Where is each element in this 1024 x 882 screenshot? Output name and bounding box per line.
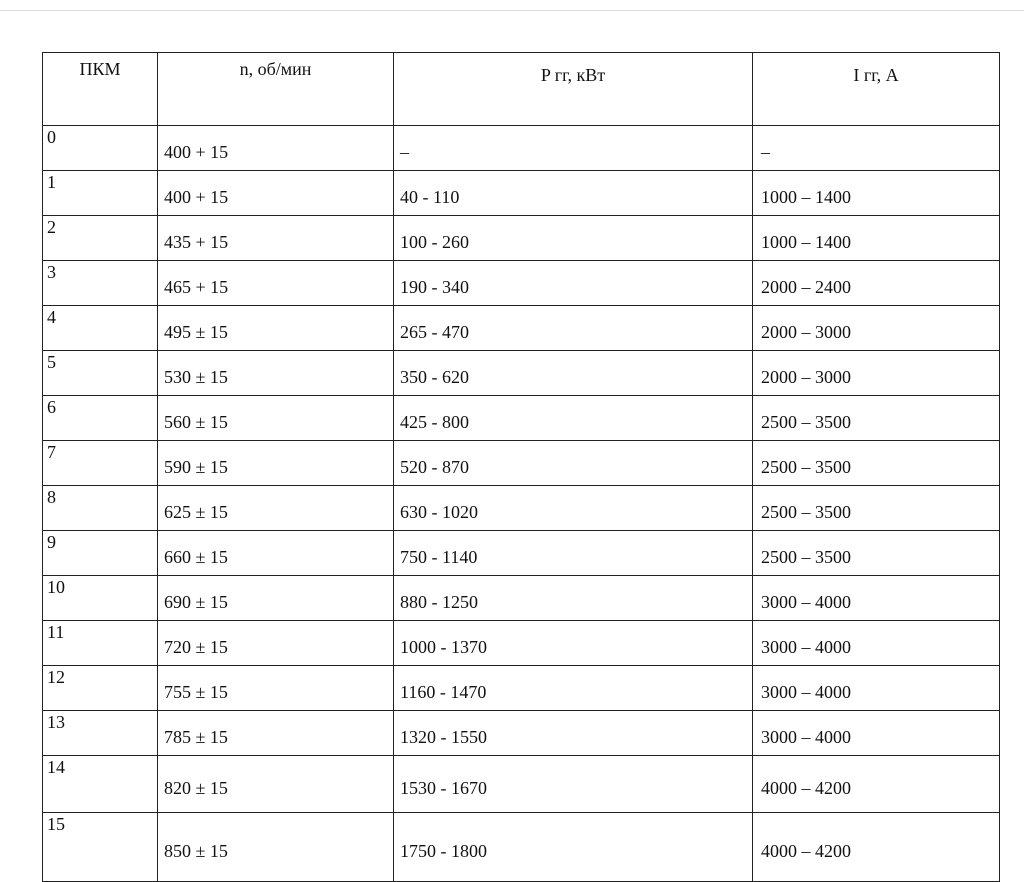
table-header xyxy=(43,53,1000,126)
cell-pkm: 4 xyxy=(43,306,158,351)
cell-current: 1000 – 1400 xyxy=(753,171,1000,216)
cell-current: 3000 – 4000 xyxy=(753,711,1000,756)
cell-power: 1750 - 1800 xyxy=(394,813,753,882)
header-power: P гг, кВт xyxy=(394,53,753,126)
cell-pkm: 6 xyxy=(43,396,158,441)
cell-pkm: 10 xyxy=(43,576,158,621)
cell-rpm: 495 ± 15 xyxy=(158,306,394,351)
cell-rpm: 785 ± 15 xyxy=(158,711,394,756)
cell-pkm: 9 xyxy=(43,531,158,576)
cell-pkm: 0 xyxy=(43,126,158,171)
cell-rpm: 720 ± 15 xyxy=(158,621,394,666)
cell-current: 3000 – 4000 xyxy=(753,621,1000,666)
cell-pkm: 3 xyxy=(43,261,158,306)
cell-current: 4000 – 4200 xyxy=(753,756,1000,813)
table-row xyxy=(43,756,1000,813)
cell-power: 265 - 470 xyxy=(394,306,753,351)
table-row xyxy=(43,666,1000,711)
cell-power: 350 - 620 xyxy=(394,351,753,396)
cell-power: 100 - 260 xyxy=(394,216,753,261)
header-row xyxy=(43,53,1000,126)
cell-power: 1000 - 1370 xyxy=(394,621,753,666)
cell-rpm: 660 ± 15 xyxy=(158,531,394,576)
cell-power: 190 - 340 xyxy=(394,261,753,306)
cell-power: 1530 - 1670 xyxy=(394,756,753,813)
cell-pkm: 1 xyxy=(43,171,158,216)
cell-rpm: 465 + 15 xyxy=(158,261,394,306)
cell-pkm: 8 xyxy=(43,486,158,531)
cell-power: – xyxy=(394,126,753,171)
cell-rpm: 530 ± 15 xyxy=(158,351,394,396)
page-top-rule xyxy=(0,10,1024,11)
cell-pkm: 5 xyxy=(43,351,158,396)
cell-power: 880 - 1250 xyxy=(394,576,753,621)
cell-current: 3000 – 4000 xyxy=(753,666,1000,711)
cell-power: 1160 - 1470 xyxy=(394,666,753,711)
cell-power: 1320 - 1550 xyxy=(394,711,753,756)
cell-rpm: 400 + 15 xyxy=(158,126,394,171)
cell-pkm: 7 xyxy=(43,441,158,486)
cell-current: 1000 – 1400 xyxy=(753,216,1000,261)
cell-current: 2500 – 3500 xyxy=(753,531,1000,576)
cell-pkm: 14 xyxy=(43,756,158,813)
cell-pkm: 11 xyxy=(43,621,158,666)
cell-current: 2000 – 3000 xyxy=(753,306,1000,351)
header-rpm: n, об/мин xyxy=(158,53,394,126)
cell-rpm: 850 ± 15 xyxy=(158,813,394,882)
table-row xyxy=(43,576,1000,621)
cell-pkm: 12 xyxy=(43,666,158,711)
table-row xyxy=(43,216,1000,261)
header-current: I гг, А xyxy=(753,53,1000,126)
table-row xyxy=(43,441,1000,486)
cell-power: 630 - 1020 xyxy=(394,486,753,531)
cell-rpm: 590 ± 15 xyxy=(158,441,394,486)
cell-current: – xyxy=(753,126,1000,171)
cell-current: 2000 – 3000 xyxy=(753,351,1000,396)
cell-current: 2500 – 3500 xyxy=(753,396,1000,441)
cell-rpm: 690 ± 15 xyxy=(158,576,394,621)
cell-power: 520 - 870 xyxy=(394,441,753,486)
generator-data-table xyxy=(42,52,1000,882)
cell-rpm: 400 + 15 xyxy=(158,171,394,216)
cell-pkm: 2 xyxy=(43,216,158,261)
table-body xyxy=(43,126,1000,882)
table-row xyxy=(43,306,1000,351)
table-row xyxy=(43,711,1000,756)
table-row xyxy=(43,351,1000,396)
table-row xyxy=(43,171,1000,216)
table-row xyxy=(43,486,1000,531)
cell-rpm: 435 + 15 xyxy=(158,216,394,261)
cell-pkm: 15 xyxy=(43,813,158,882)
cell-pkm: 13 xyxy=(43,711,158,756)
cell-current: 2000 – 2400 xyxy=(753,261,1000,306)
table-row xyxy=(43,396,1000,441)
cell-power: 40 - 110 xyxy=(394,171,753,216)
cell-rpm: 625 ± 15 xyxy=(158,486,394,531)
cell-rpm: 755 ± 15 xyxy=(158,666,394,711)
cell-rpm: 820 ± 15 xyxy=(158,756,394,813)
header-pkm: ПКМ xyxy=(43,53,158,126)
cell-power: 425 - 800 xyxy=(394,396,753,441)
table-row xyxy=(43,261,1000,306)
table-row xyxy=(43,531,1000,576)
cell-current: 4000 – 4200 xyxy=(753,813,1000,882)
table-row xyxy=(43,813,1000,882)
cell-power: 750 - 1140 xyxy=(394,531,753,576)
cell-current: 2500 – 3500 xyxy=(753,441,1000,486)
cell-current: 3000 – 4000 xyxy=(753,576,1000,621)
table-row xyxy=(43,621,1000,666)
cell-current: 2500 – 3500 xyxy=(753,486,1000,531)
table-row xyxy=(43,126,1000,171)
cell-rpm: 560 ± 15 xyxy=(158,396,394,441)
